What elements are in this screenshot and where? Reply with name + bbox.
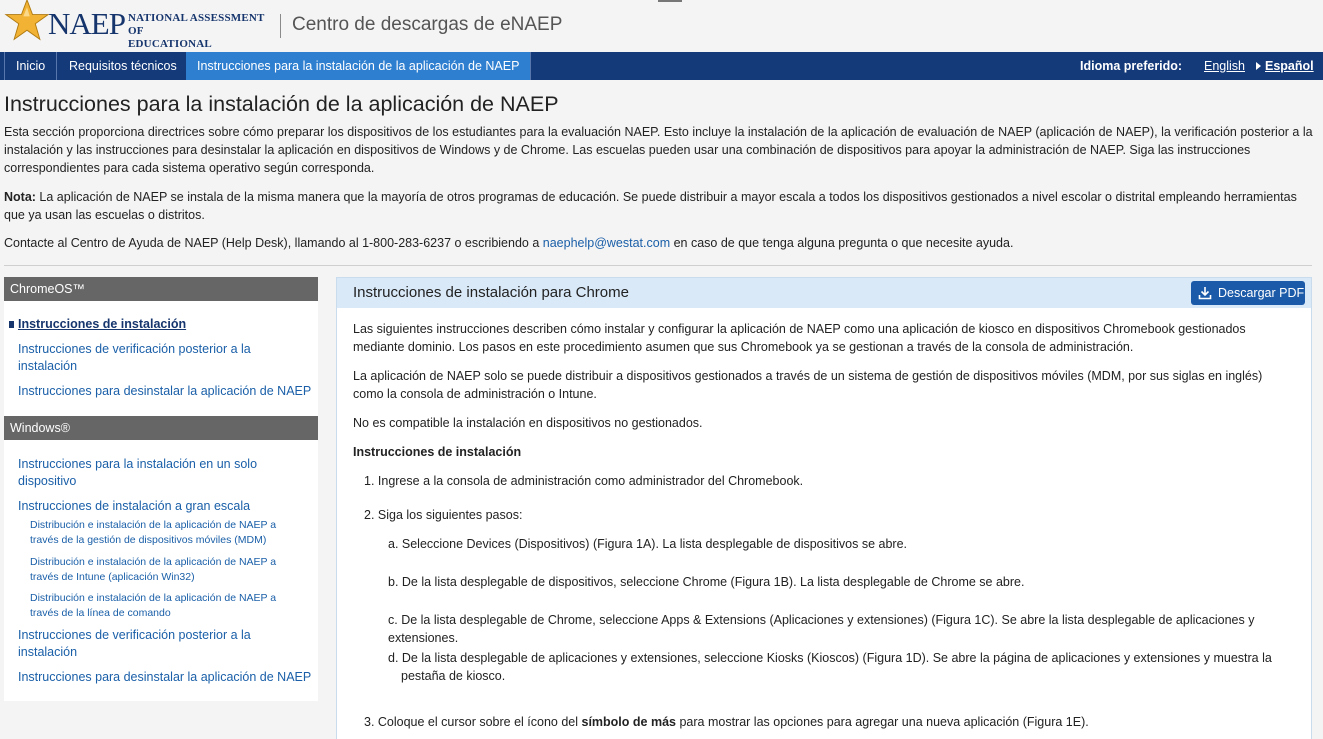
- top-scroll-indicator: [658, 0, 682, 2]
- download-pdf-label: Descargar PDF: [1218, 286, 1305, 300]
- tab-inicio[interactable]: Inicio: [4, 52, 57, 80]
- contact-paragraph: [4, 234, 1314, 252]
- logo-wordmark: NAEP: [48, 6, 125, 41]
- active-bullet-icon: [9, 321, 14, 328]
- sidebar-chromeos-header: ChromeOS™: [4, 277, 318, 301]
- selected-arrow-icon: [1256, 62, 1261, 70]
- site-title: Centro de descargas de eNAEP: [292, 14, 563, 35]
- tab-instrucciones-instalacion[interactable]: Instrucciones para la instalación de la aplicación de NAEP: [186, 52, 531, 80]
- sidebar-windows-header: Windows®: [4, 416, 318, 440]
- note-paragraph: [4, 188, 1314, 224]
- panel-title: Instrucciones de instalación para Chrome: [353, 284, 629, 301]
- main-nav: [0, 52, 1323, 80]
- logo-subtitle-line2: EDUCATIONAL: [128, 38, 212, 50]
- download-icon: [1198, 286, 1212, 300]
- sidebar-item-windows-gran-escala[interactable]: Instrucciones de instalación a gran escala: [18, 499, 251, 513]
- intro-paragraph: Esta sección proporciona directrices sobre cómo preparar los dispositivos de los estudiantes para la evaluación NAEP. Esto incluye la instalación de la aplicación de evaluación de NAEP (aplicación de NAEP), la verificación posterior a la instalación y las instrucciones para desinstalar la aplicación en dispositivos de Windows y de Chrome. Las escuelas pueden usar una combinación de dispositivos para apoyar la administración de NAEP. Siga las instrucciones correspondientes para cada sistema operativo según corresponda.: [4, 125, 1313, 175]
- panel-paragraph-2: La aplicación de NAEP solo se puede distribuir a dispositivos gestionados a través de un sistema de gestión de dispositivos móviles (MDM, por sus siglas en inglés) como la consola de administración o Intune.: [353, 369, 1263, 401]
- language-spanish-label: Español: [1265, 59, 1314, 73]
- sidebar: [4, 277, 318, 701]
- naep-logo[interactable]: [4, 0, 272, 50]
- step-2a: a. Seleccione Devices (Dispositivos) (Figura 1A). La lista desplegable de dispositivos se abre.: [388, 537, 908, 551]
- steps-heading: Instrucciones de instalación: [353, 445, 522, 459]
- section-divider: [4, 265, 1312, 266]
- step-3: [364, 713, 1304, 731]
- language-english-link[interactable]: English: [1204, 59, 1245, 73]
- step-1: 1. Ingrese a la consola de administración como administrador del Chromebook.: [364, 474, 804, 488]
- contact-text-end: en caso de que tenga alguna pregunta o que necesite ayuda.: [670, 236, 1014, 250]
- site-header: [0, 0, 1323, 52]
- sidebar-item-windows-un-dispositivo[interactable]: Instrucciones para la instalación en un solo dispositivo: [18, 457, 258, 488]
- sidebar-windows-group: [4, 440, 318, 701]
- header-divider: [280, 14, 281, 38]
- sidebar-item-chrome-instalacion[interactable]: Instrucciones de instalación: [18, 317, 187, 331]
- step-3-text-end: para mostrar las opciones para agregar una nueva aplicación (Figura 1E).: [675, 715, 1089, 729]
- logo-subtitle-line1: NATIONAL ASSESSMENT OF: [128, 12, 265, 37]
- step-3-bold: símbolo de más: [581, 715, 676, 729]
- step-2: 2. Siga los siguientes pasos:: [364, 508, 523, 522]
- sidebar-item-chrome-verificacion[interactable]: Instrucciones de verificación posterior a la instalación: [18, 342, 251, 373]
- step-2c: c. De la lista desplegable de Chrome, seleccione Apps & Extensions (Aplicaciones y extensiones) (Figura 1C). Se abre la lista desplegable de aplicaciones y extensiones.: [388, 613, 1255, 645]
- sidebar-subitem-linea-comando[interactable]: Distribución e instalación de la aplicación de NAEP a través de la línea de comando: [30, 592, 277, 619]
- sidebar-item-windows-desinstalar[interactable]: Instrucciones para desinstalar la aplicación de NAEP: [18, 670, 312, 684]
- star-logo-icon: [4, 0, 50, 44]
- step-3-text: 3. Coloque el cursor sobre el ícono del: [364, 715, 582, 729]
- page-title: Instrucciones para la instalación de la aplicación de NAEP: [4, 92, 559, 116]
- tab-requisitos-tecnicos[interactable]: Requisitos técnicos: [58, 52, 189, 80]
- sidebar-chromeos-group: [4, 301, 318, 416]
- content-panel: [336, 277, 1312, 739]
- panel-header: [337, 278, 1311, 308]
- note-label: Nota:: [4, 190, 36, 204]
- panel-paragraph-3: No es compatible la instalación en dispositivos no gestionados.: [353, 416, 703, 430]
- sidebar-subitem-intune[interactable]: Distribución e instalación de la aplicación de NAEP a través de Intune (aplicación Win32): [30, 556, 277, 583]
- step-2d: d. De la lista desplegable de aplicaciones y extensiones, seleccione Kiosks (Kioscos) (Figura 1D). Se abre la página de aplicaciones y extensiones y muestra la pestaña de kiosco.: [388, 651, 1272, 683]
- step-2b: b. De la lista desplegable de dispositivos, seleccione Chrome (Figura 1B). La lista desplegable de Chrome se abre.: [388, 575, 1025, 589]
- language-spanish-link[interactable]: [1256, 52, 1314, 80]
- help-email-link[interactable]: naephelp@westat.com: [542, 236, 671, 250]
- sidebar-item-windows-verificacion[interactable]: Instrucciones de verificación posterior a la instalación: [18, 628, 251, 659]
- panel-paragraph-1: Las siguientes instrucciones describen cómo instalar y configurar la aplicación de NAEP como una aplicación de kiosco en dispositivos Chromebook gestionados mediante dominio. Los pasos en este procedimiento asumen que sus Chromebook ya se gestionan a través de la consola de administración.: [353, 322, 1246, 354]
- sidebar-subitem-mdm[interactable]: Distribución e instalación de la aplicación de NAEP a través de la gestión de dispositivos móviles (MDM): [30, 519, 277, 546]
- contact-text: Contacte al Centro de Ayuda de NAEP (Help Desk), llamando al 1-800-283-6237 o escribiendo a: [4, 236, 543, 250]
- download-pdf-button[interactable]: [1191, 281, 1305, 305]
- sidebar-item-chrome-desinstalar[interactable]: Instrucciones para desinstalar la aplicación de NAEP: [18, 384, 312, 398]
- language-label: Idioma preferido:: [1080, 59, 1183, 73]
- note-text: La aplicación de NAEP se instala de la misma manera que la mayoría de otros programas de educación. Se puede distribuir a mayor escala a todos los dispositivos gestionados a nivel escolar o distrital empleando herramientas que ya usan las escuelas o distritos.: [4, 190, 1297, 222]
